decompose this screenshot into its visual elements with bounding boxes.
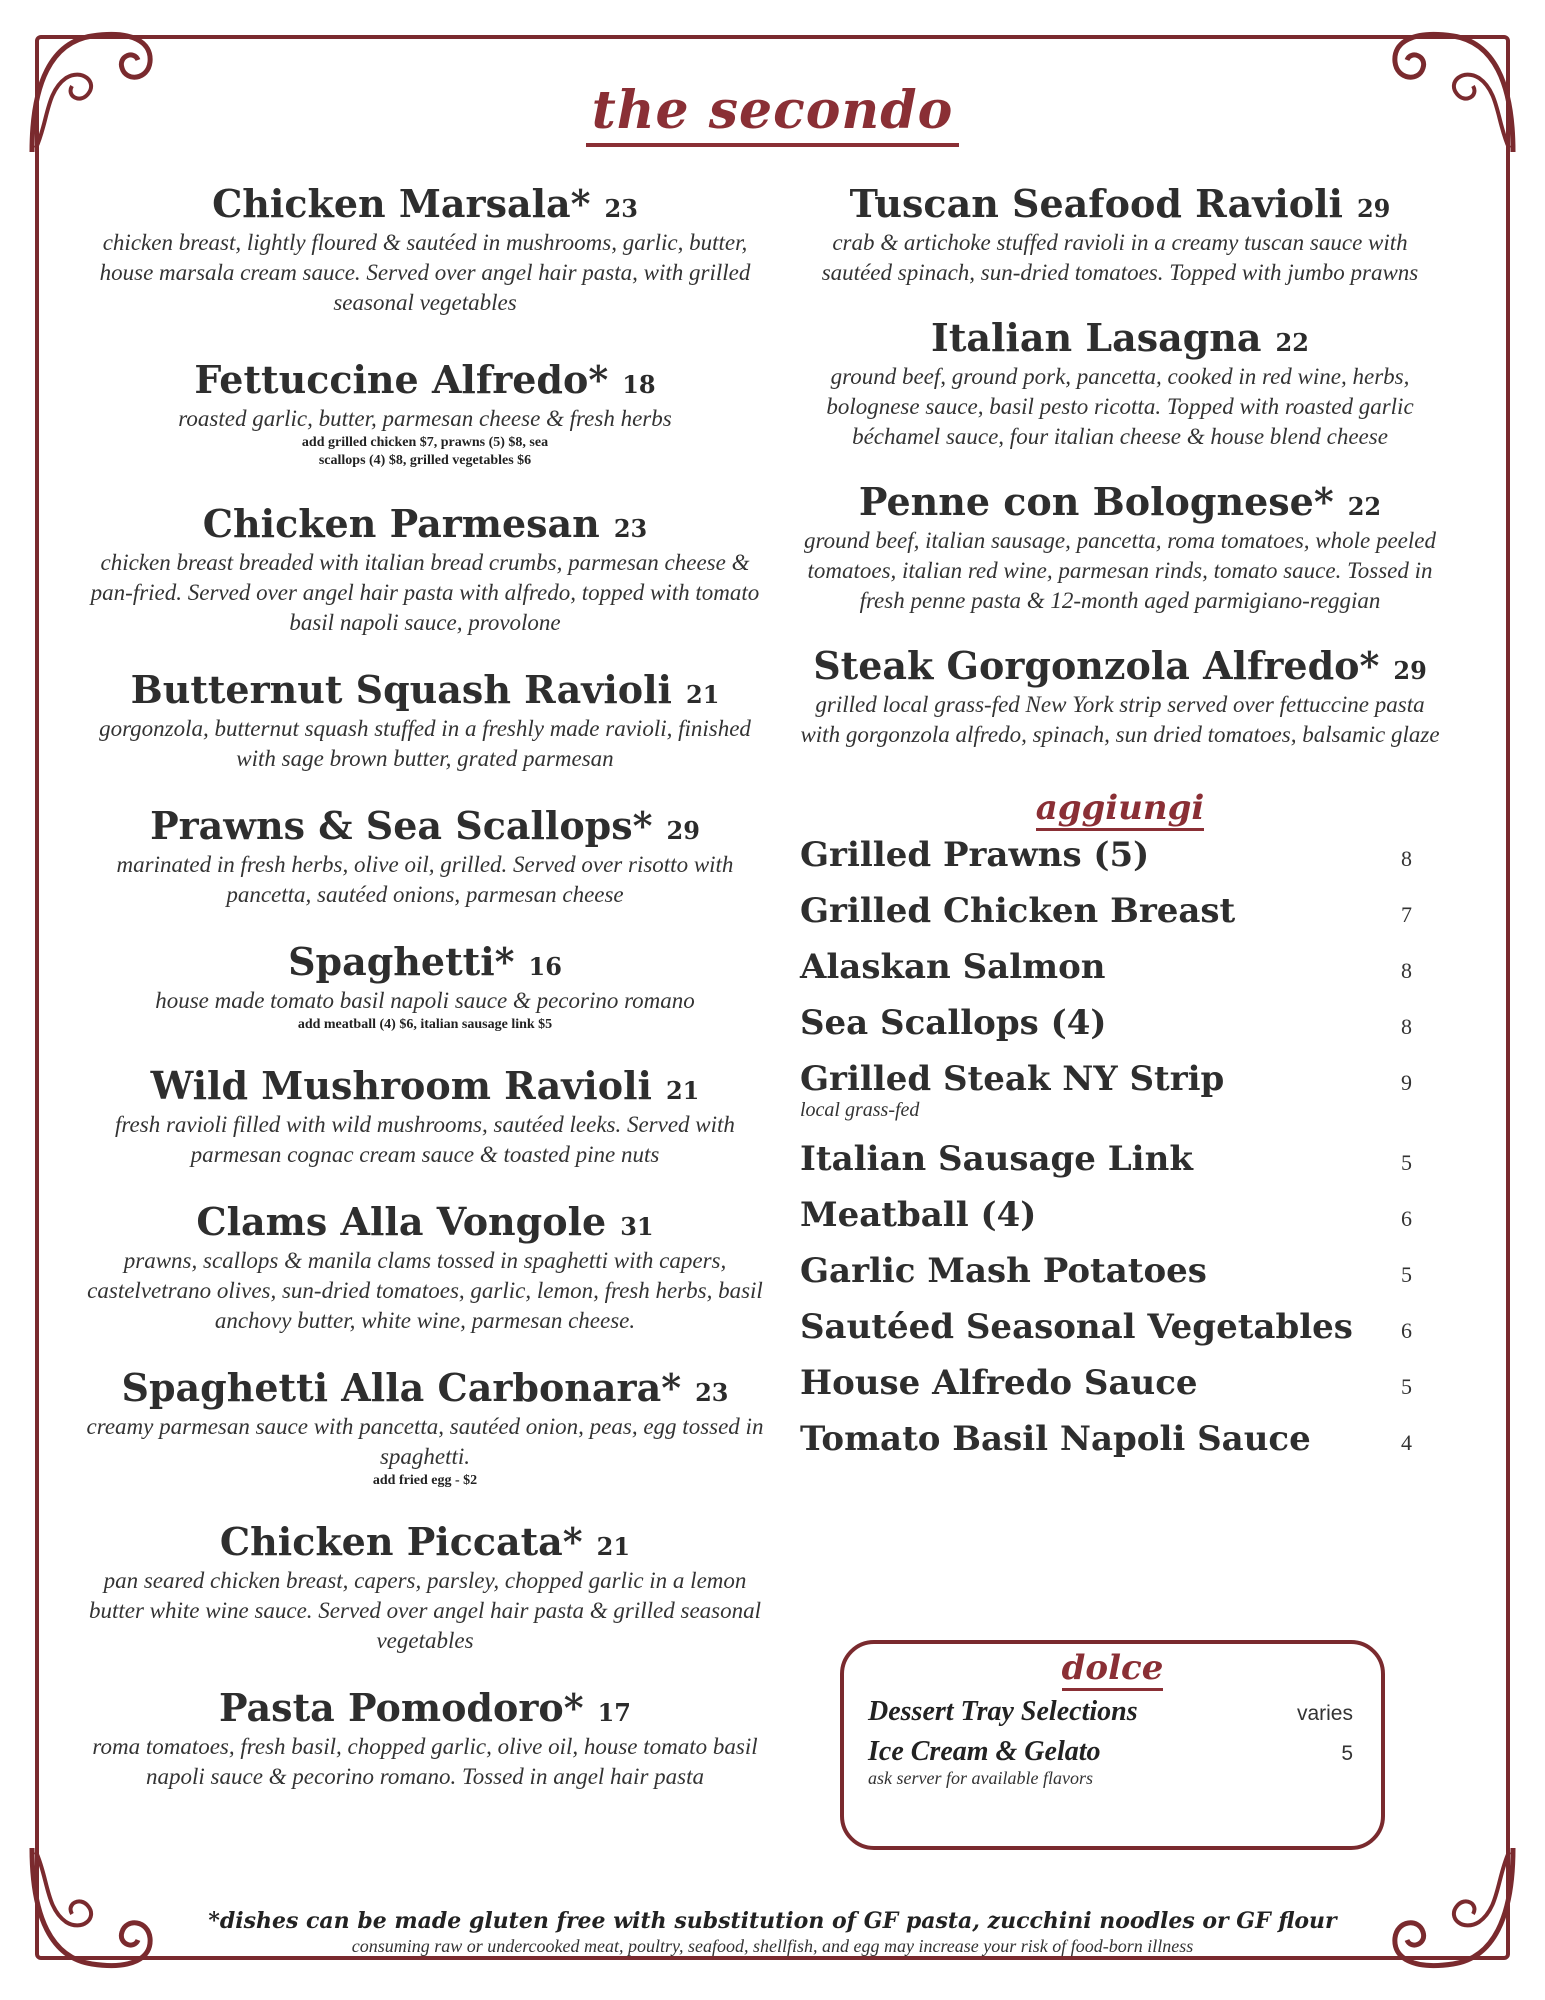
right-menu-column <box>800 180 1440 1462</box>
dish-name: Spaghetti Alla Carbonara* <box>121 1365 682 1410</box>
dish-item <box>80 802 770 910</box>
addon-item <box>800 1416 1440 1462</box>
dolce-box <box>840 1640 1385 1850</box>
dish-item <box>80 1518 770 1656</box>
dish-price: 22 <box>1275 328 1309 357</box>
dish-item <box>800 642 1440 750</box>
addon-name: Alaskan Salmon <box>800 947 1106 987</box>
dish-item <box>80 666 770 774</box>
dolce-price: 5 <box>1341 1742 1353 1765</box>
aggiungi-heading <box>800 788 1440 828</box>
dish-name: Italian Lasagna <box>931 315 1262 360</box>
page-title <box>0 80 1545 141</box>
addon-name: Grilled Steak NY Strip <box>800 1059 1225 1099</box>
dish-price: 17 <box>597 1698 631 1727</box>
dish-item <box>800 180 1440 288</box>
dish-description: gorgonzola, butternut squash stuffed in a freshly made ravioli, finished with sage brown butter, grated parmesan <box>99 716 751 771</box>
dish-description: creamy parmesan sauce with pancetta, sautéed onion, peas, egg tossed in spaghetti. <box>86 1414 764 1469</box>
dish-name: Chicken Parmesan <box>202 501 600 546</box>
food-safety-warning: consuming raw or undercooked meat, poultry, seafood, shellfish, and egg may increase your risk of food-born illness <box>351 1936 1194 1956</box>
addon-item <box>800 1248 1440 1294</box>
aggiungi-title: aggiungi <box>1036 788 1205 831</box>
dish-description: marinated in fresh herbs, olive oil, grilled. Served over risotto with pancetta, sautéed onions, parmesan cheese <box>116 852 734 907</box>
addon-item <box>800 1304 1440 1350</box>
addon-item <box>800 832 1440 878</box>
dish-price: 21 <box>596 1532 631 1561</box>
addon-name: Italian Sausage Link <box>800 1139 1193 1179</box>
dish-price: 21 <box>686 680 720 709</box>
dish-description: fresh ravioli filled with wild mushrooms, sautéed leeks. Served with parmesan cognac cream sauce & toasted pine nuts <box>115 1112 735 1167</box>
addon-item <box>800 1000 1440 1046</box>
addon-price: 5 <box>1401 1262 1412 1287</box>
dish-description: pan seared chicken breast, capers, parsley, chopped garlic in a lemon butter white wine sauce. Served over angel hair pasta & grilled seasonal vegetables <box>88 1568 762 1653</box>
dish-name: Clams Alla Vongole <box>196 1199 607 1244</box>
addon-price: 7 <box>1401 902 1412 927</box>
dish-name: Steak Gorgonzola Alfredo* <box>813 643 1380 688</box>
dish-name: Butternut Squash Ravioli <box>130 667 672 712</box>
dish-name: Pasta Pomodoro* <box>219 1685 584 1730</box>
addon-price: 9 <box>1401 1070 1412 1095</box>
dish-description: chicken breast, lightly floured & sautéed in mushrooms, garlic, butter, house marsala cream sauce. Served over angel hair pasta, with grilled seasonal vegetables <box>99 230 751 315</box>
dolce-item <box>844 1696 1381 1728</box>
addon-price: 8 <box>1401 958 1412 983</box>
dish-item <box>80 1684 770 1792</box>
dish-item <box>80 356 770 470</box>
left-menu-column <box>80 180 770 1792</box>
dish-description: roasted garlic, butter, parmesan cheese & fresh herbs <box>178 406 672 431</box>
dish-price: 23 <box>613 514 648 543</box>
dolce-name: Ice Cream & Gelato <box>868 1736 1101 1767</box>
dish-description: ground beef, ground pork, pancetta, cooked in red wine, herbs, bolognese sauce, basil pesto ricotta. Topped with roasted garlic béchamel sauce, four italian cheese & house blend cheese <box>826 364 1414 449</box>
dish-name: Tuscan Seafood Ravioli <box>849 181 1343 226</box>
dish-name: Spaghetti* <box>288 939 515 984</box>
page-title-text: the secondo <box>586 80 960 147</box>
dish-name: Prawns & Sea Scallops* <box>150 803 653 848</box>
dish-price: 22 <box>1347 492 1382 521</box>
dish-price: 23 <box>695 1378 729 1407</box>
addon-price: 4 <box>1401 1430 1412 1455</box>
dish-price: 18 <box>622 370 656 399</box>
addon-price: 5 <box>1401 1150 1412 1175</box>
dish-item <box>80 1062 770 1170</box>
dolce-price: varies <box>1296 1702 1353 1725</box>
addon-price: 8 <box>1401 846 1412 871</box>
dolce-note: ask server for available flavors <box>868 1768 1093 1788</box>
addon-item <box>800 944 1440 990</box>
addon-price: 6 <box>1401 1206 1412 1231</box>
dish-price: 21 <box>665 1076 700 1105</box>
addon-name: Grilled Chicken Breast <box>800 891 1236 931</box>
addon-item <box>800 1136 1440 1182</box>
addon-name: Sautéed Seasonal Vegetables <box>800 1307 1353 1347</box>
addon-note: local grass-fed <box>800 1099 920 1121</box>
addon-name: Meatball (4) <box>800 1195 1037 1235</box>
dish-description: grilled local grass-fed New York strip served over fettuccine pasta with gorgonzola alfredo, spinach, sun dried tomatoes, balsamic glaze <box>800 692 1440 747</box>
dish-price: 29 <box>666 816 700 845</box>
addon-item <box>800 1056 1440 1122</box>
dolce-heading <box>844 1648 1381 1688</box>
aggiungi-list <box>800 832 1440 1462</box>
addon-price: 5 <box>1401 1374 1412 1399</box>
addon-item <box>800 888 1440 934</box>
dish-name: Penne con Bolognese* <box>858 479 1334 524</box>
dish-item <box>80 938 770 1034</box>
gluten-free-note: *dishes can be made gluten free with substitution of GF pasta, zucchini noodles or GF flour <box>208 1908 1337 1934</box>
dish-name: Chicken Piccata* <box>219 1519 583 1564</box>
dish-item <box>80 180 770 318</box>
addon-item <box>800 1360 1440 1406</box>
dolce-name: Dessert Tray Selections <box>868 1696 1138 1727</box>
dolce-title: dolce <box>1062 1648 1164 1691</box>
dish-description: prawns, scallops & manila clams tossed in spaghetti with capers, castelvetrano olives, sun-dried tomatoes, garlic, lemon, fresh herbs, basil anchovy butter, white wine, parmesan cheese. <box>87 1248 763 1333</box>
dish-addon-note: add meatball (4) $6, italian sausage link $5 <box>297 1017 553 1032</box>
dish-item <box>80 1198 770 1336</box>
dish-item <box>800 478 1440 616</box>
dish-price: 29 <box>1393 656 1427 685</box>
dish-price: 31 <box>620 1212 654 1241</box>
dish-item <box>80 500 770 638</box>
addon-price: 8 <box>1401 1014 1412 1039</box>
addon-name: Tomato Basil Napoli Sauce <box>800 1419 1311 1459</box>
dish-price: 16 <box>528 952 562 981</box>
dolce-item <box>844 1736 1381 1768</box>
dish-addon-note: add grilled chicken $7, prawns (5) $8, sea scallops (4) $8, grilled vegetables $6 <box>301 435 549 468</box>
dish-description: roma tomatoes, fresh basil, chopped garlic, olive oil, house tomato basil napoli sauce & pecorino romano. Tossed in angel hair pasta <box>92 1734 758 1789</box>
addon-name: Grilled Prawns (5) <box>800 835 1150 875</box>
dish-name: Fettuccine Alfredo* <box>194 357 609 402</box>
dish-name: Wild Mushroom Ravioli <box>150 1063 652 1108</box>
dish-description: house made tomato basil napoli sauce & pecorino romano <box>155 988 695 1013</box>
dish-name: Chicken Marsala* <box>212 181 591 226</box>
dish-item <box>80 1364 770 1490</box>
dish-description: chicken breast breaded with italian bread crumbs, parmesan cheese & pan-fried. Served over angel hair pasta with alfredo, topped with tomato basil napoli sauce, provolone <box>90 550 760 635</box>
addon-price: 6 <box>1401 1318 1412 1343</box>
dish-addon-note: add fried egg - $2 <box>372 1473 478 1488</box>
dish-price: 29 <box>1356 194 1391 223</box>
footer <box>0 1908 1545 1957</box>
dish-description: ground beef, italian sausage, pancetta, roma tomatoes, whole peeled tomatoes, italian red wine, parmesan rinds, tomato sauce. Tossed in fresh penne pasta & 12-month aged parmigiano-reggian <box>804 528 1436 613</box>
addon-name: Sea Scallops (4) <box>800 1003 1107 1043</box>
addon-item <box>800 1192 1440 1238</box>
dish-description: crab & artichoke stuffed ravioli in a creamy tuscan sauce with sautéed spinach, sun-dried tomatoes. Topped with jumbo prawns <box>821 230 1419 285</box>
dish-item <box>800 314 1440 452</box>
addon-name: Garlic Mash Potatoes <box>800 1251 1207 1291</box>
addon-name: House Alfredo Sauce <box>800 1363 1198 1403</box>
dish-price: 23 <box>604 194 638 223</box>
